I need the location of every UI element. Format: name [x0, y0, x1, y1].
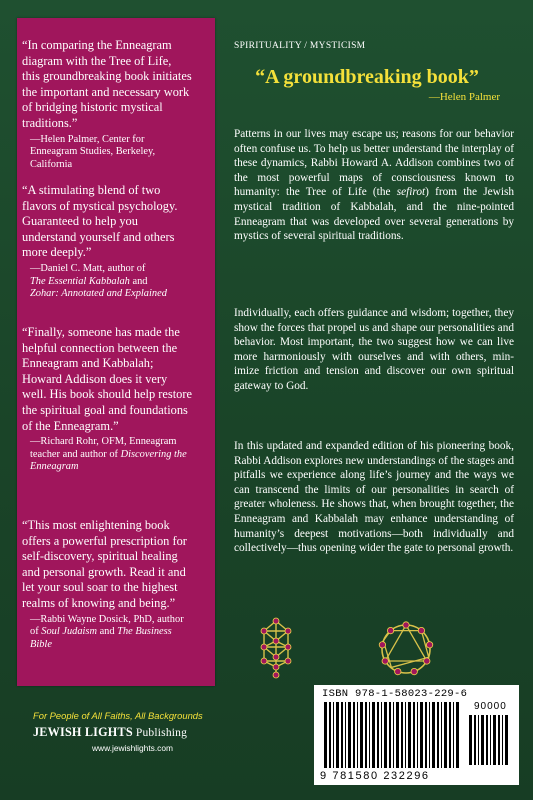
- description-paragraph-2: Individually, each offers guidance and wisdom; together, they show the forces that propel us and shape our personalities and behavior. Most important, the two suggest how we can live more harmoniously with ourselves and with others, min-imize friction and tension and discover our own spiritual gateway to God.: [234, 307, 514, 392]
- quote-text: “Finally, someone has made the helpful connection between the Enneagram and Kabbalah; Howard Addison does it very well. His book should help restore the spiritual goal and foundations of the Enneagram.”: [22, 325, 193, 433]
- category-label: SPIRITUALITY / MYSTICISM: [234, 41, 366, 51]
- barcode-bar: [384, 702, 387, 768]
- barcode-bar: [469, 715, 472, 765]
- barcode-bar: [336, 702, 339, 768]
- quote-text: “A stimulating blend of two flavors of mystical psychology. Guaranteed to help you understand yourself and others more deeply.”: [22, 183, 178, 260]
- barcode-bar: [369, 702, 370, 768]
- price-addon-barcode: [469, 715, 511, 765]
- barcode-bar: [372, 702, 375, 768]
- isbn-label: ISBN 978-1-58023-229-6: [322, 688, 468, 700]
- book-title: The Business Bible: [30, 626, 172, 650]
- barcode-bar: [420, 702, 423, 768]
- enneagram-icon: [375, 618, 437, 680]
- barcode-bar: [353, 702, 355, 768]
- barcode-bar: [425, 702, 427, 768]
- book-title: Discovering the Enneagram: [30, 448, 187, 473]
- endorsement-quote-4: [22, 518, 192, 651]
- quote-attribution: —Helen Palmer, Center for Enneagram Studies, Berkeley, California: [30, 133, 156, 170]
- barcode-bar: [449, 702, 451, 768]
- barcode-bar: [429, 702, 430, 768]
- barcode-bar: [490, 715, 491, 765]
- barcode-bar: [381, 702, 382, 768]
- barcode-bar: [405, 702, 406, 768]
- endorsement-quote-2: [22, 183, 192, 301]
- headline-attribution: —Helen Palmer: [428, 91, 500, 103]
- isbn-barcode: [324, 702, 462, 768]
- description-paragraph-1: Patterns in our lives may escape us; reasons for our behavior often confuse us. To help us better understand the interplay of these dynamics, Rabbi Howard A. Addison combines two of the most powerful maps of consciousness known to humanity: the Tree of Life (the sefirot) from the Jewish mystical tradition of Kabbalah, and the nine-pointed Enneagram that was developed over several generations by mystics of several spiritual traditions.: [234, 128, 515, 243]
- endorsement-quote-1: [22, 38, 192, 171]
- barcode-bar: [389, 702, 391, 768]
- barcode-bar: [432, 702, 435, 768]
- barcode-bar: [324, 702, 327, 768]
- barcode-bar: [357, 702, 358, 768]
- barcode-bar: [348, 702, 351, 768]
- publisher-website: www.jewishlights.com: [92, 743, 173, 753]
- barcode-bar: [441, 702, 442, 768]
- headline-quote: “A groundbreaking book”: [255, 66, 479, 88]
- barcode-bar: [456, 702, 459, 768]
- barcode-bar: [333, 702, 334, 768]
- quote-text: “In comparing the Enneagram diagram with the Tree of Life, this groundbreaking book initiates the important and necessary work of bridging historic mystical traditions.”: [22, 38, 192, 130]
- barcode-bar: [401, 702, 403, 768]
- description-paragraph-3: In this updated and expanded edition of his pioneering book, Rabbi Addison explores new understandings of the stages and pitfalls we experience along life’s journey and the ways we can transcend the limits of our personalities in search of greater wholeness. He shows that, when brought together, the Enneagram and Kabbalah may enhance understanding of humanity’s deepest motivations—both individually and collectively—thus opening wider the gate to personal growth.: [234, 440, 514, 555]
- price-addon-digits: 90000: [474, 701, 507, 712]
- barcode-bar: [345, 702, 346, 768]
- barcode-bar: [481, 715, 484, 765]
- barcode-bar: [437, 702, 439, 768]
- barcode-bar: [393, 702, 394, 768]
- barcode-bar: [341, 702, 343, 768]
- book-title: Zohar: Annotated and Explained: [30, 288, 167, 300]
- quote-attribution: —Rabbi Wayne Dosick, PhD, author of Soul Judaism and The Business Bible: [30, 613, 184, 650]
- barcode-bar: [444, 702, 447, 768]
- book-title: The Essential Kabbalah: [30, 275, 130, 287]
- barcode-digits: 9 781580 232296: [320, 770, 430, 782]
- barcode-bar: [502, 715, 503, 765]
- barcode-bar: [377, 702, 379, 768]
- barcode-bar: [498, 715, 500, 765]
- barcode-bar: [505, 715, 508, 765]
- footer-tagline: For People of All Faiths, All Backgrounds: [33, 710, 203, 721]
- barcode-bar: [478, 715, 479, 765]
- barcode-bar: [493, 715, 496, 765]
- quote-attribution: —Richard Rohr, OFM, Enneagram teacher and author of Discovering the Enneagram: [30, 436, 187, 473]
- quote-attribution: —Daniel C. Matt, author of The Essential Kabbalah and Zohar: Annotated and Explained: [30, 262, 167, 300]
- barcode-bar: [486, 715, 488, 765]
- barcode-bar: [329, 702, 331, 768]
- book-title: Soul Judaism: [41, 626, 97, 638]
- publisher-logo-text: JEWISH LIGHTS Publishing: [33, 725, 188, 739]
- barcode-bar: [365, 702, 367, 768]
- endorsement-quote-3: [22, 325, 192, 474]
- tree-of-life-icon: [258, 617, 294, 679]
- barcode-bar: [417, 702, 418, 768]
- barcode-bar: [474, 715, 476, 765]
- barcode-bar: [408, 702, 411, 768]
- quote-text: “This most enlightening book offers a powerful prescription for self-discovery, spiritual healing and personal growth. Read it and let your soul soar to the highest realms of knowing and being.”: [22, 518, 187, 610]
- barcode-bar: [453, 702, 454, 768]
- barcode-box: [314, 685, 519, 785]
- barcode-bar: [360, 702, 363, 768]
- barcode-bar: [413, 702, 415, 768]
- barcode-bar: [396, 702, 399, 768]
